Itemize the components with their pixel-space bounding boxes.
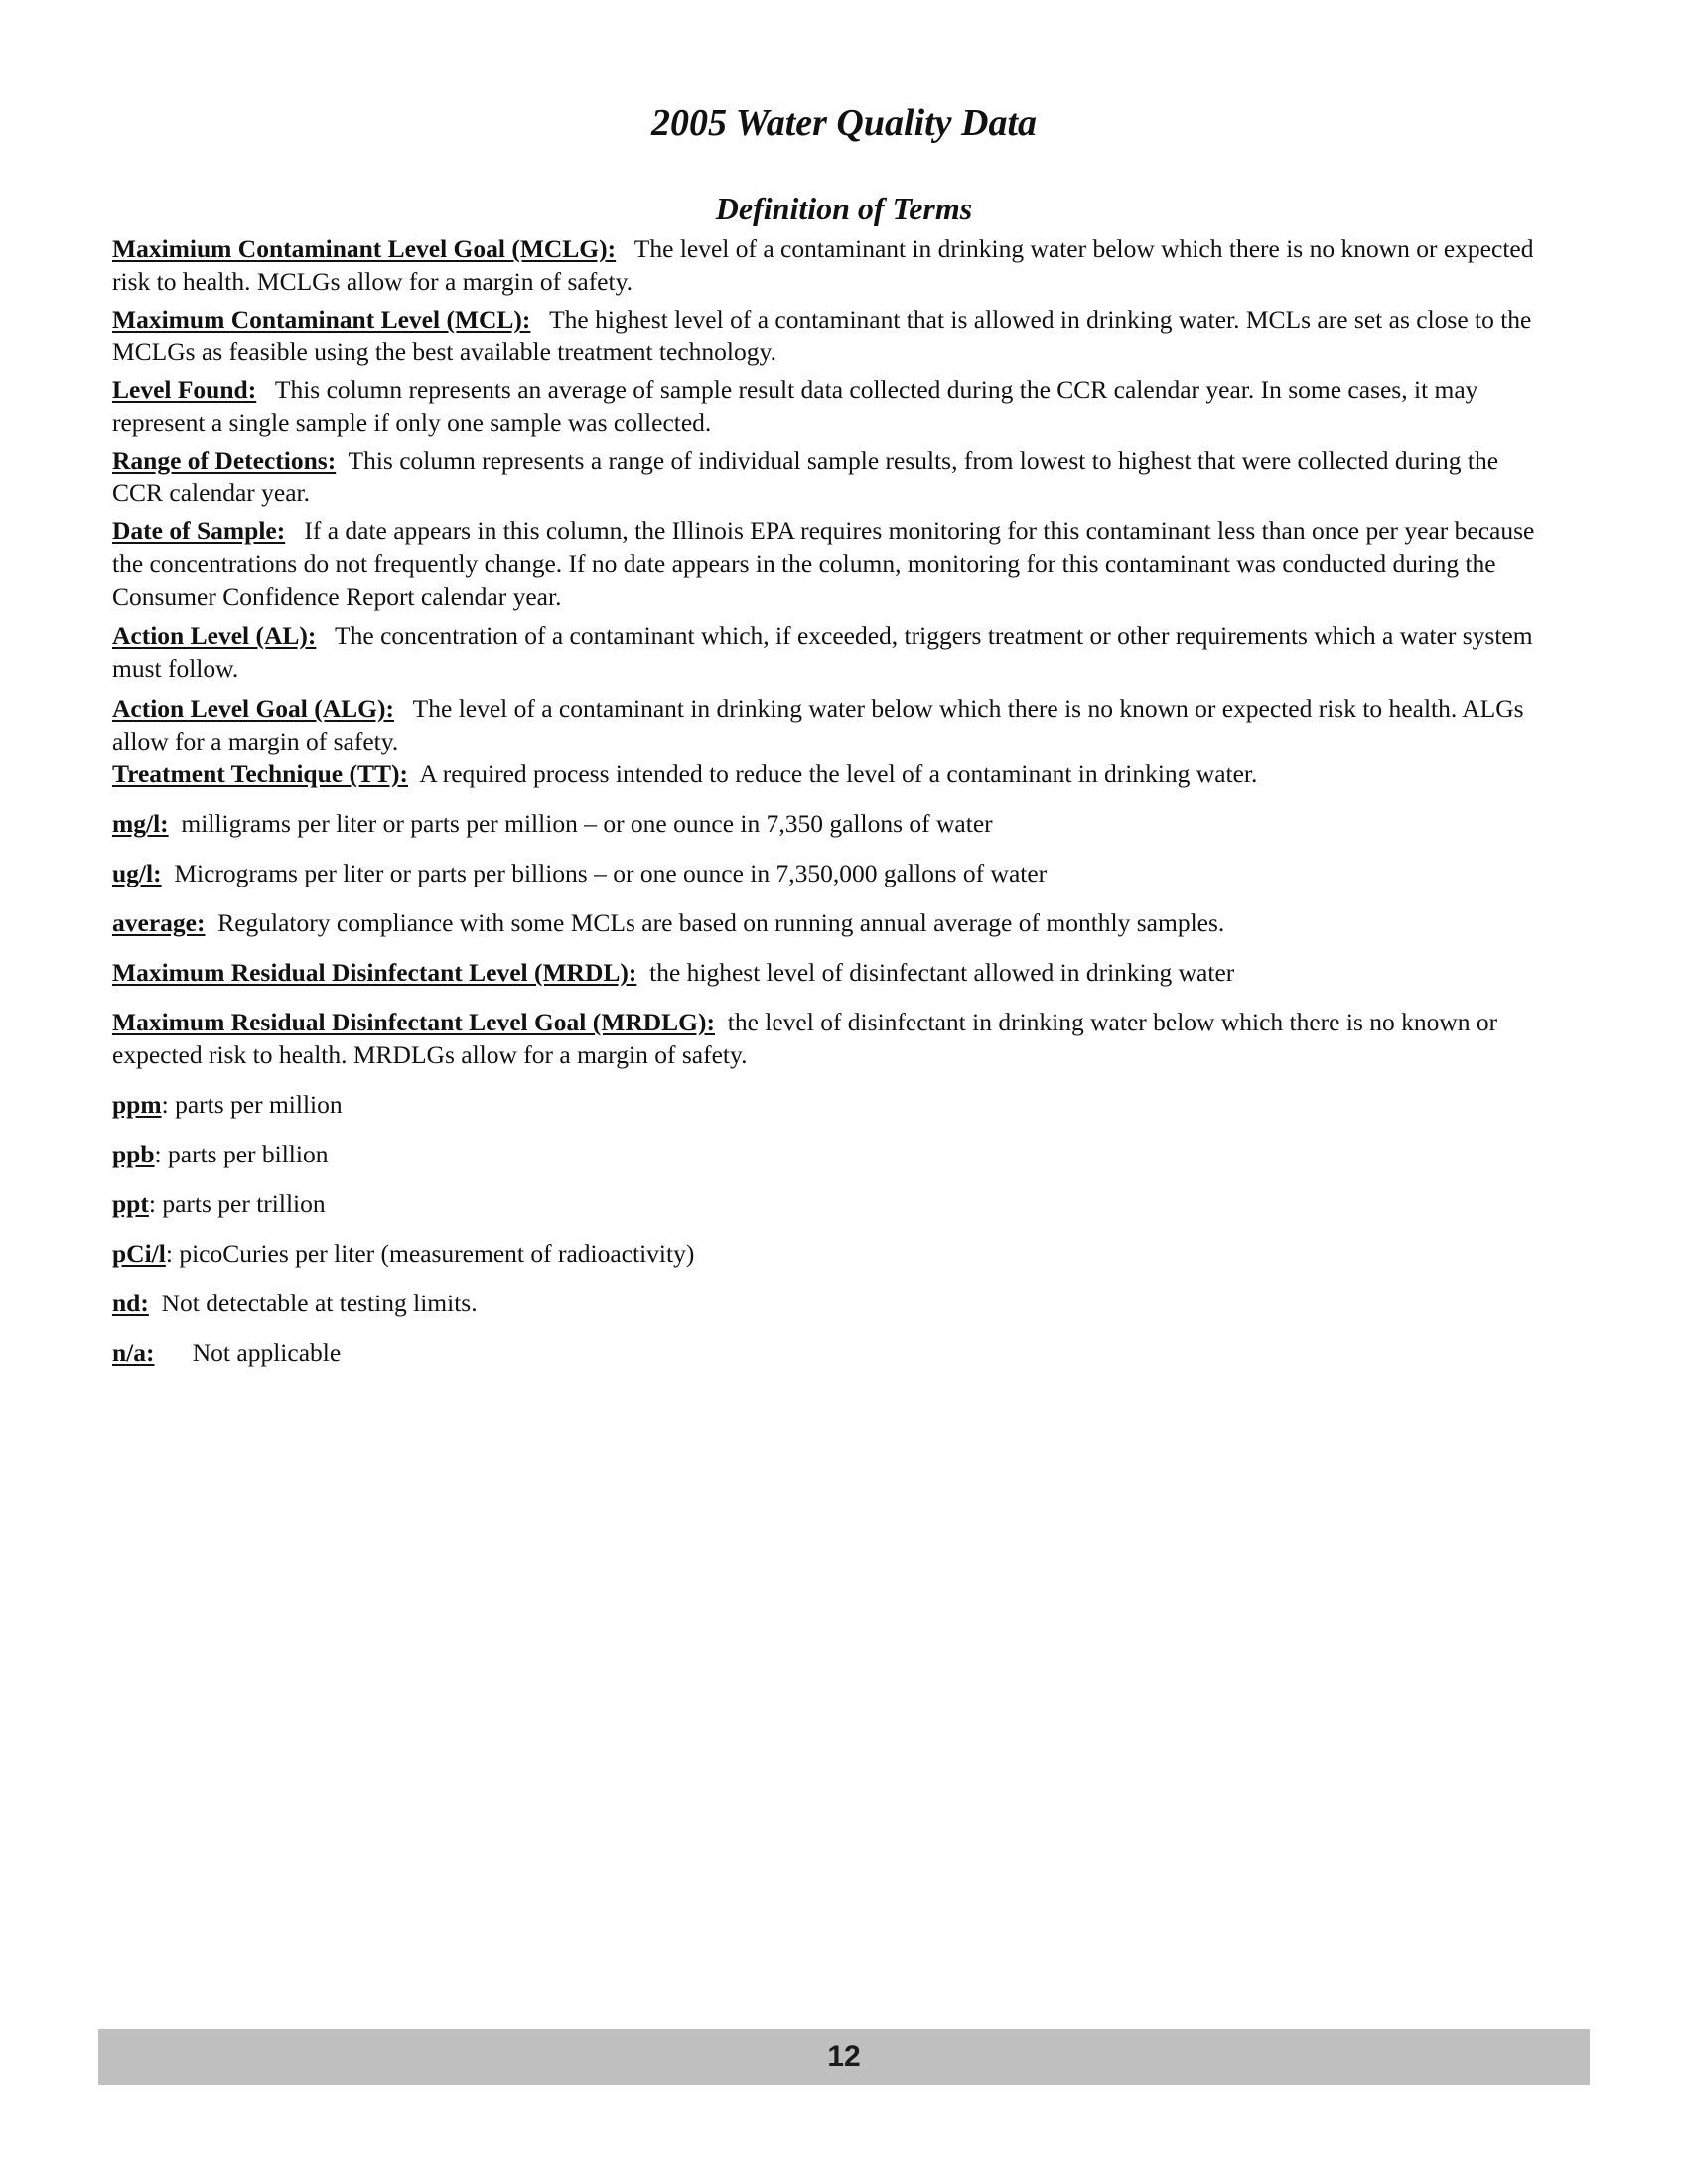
term-label: Maximum Residual Disinfectant Level (MRDL):: [112, 958, 637, 987]
term-label: pCi/l: [112, 1239, 166, 1268]
term-definition: Regulatory compliance with some MCLs are based on running annual average of monthly samples.: [217, 908, 1225, 937]
term-definition: If a date appears in this column, the Illinois EPA requires monitoring for this contaminant less than once per year because the concentrations do not frequently change. If no date appears in the column, monitoring for this contaminant was conducted during the Consumer Confidence Report calendar year.: [112, 516, 1535, 611]
term-ppb: [112, 1138, 1552, 1170]
term-label: ppm: [112, 1090, 162, 1119]
page-title: 2005 Water Quality Data: [650, 102, 1038, 144]
term-definition: This column represents a range of individual sample results, from lowest to highest that were collected during the CCR calendar year.: [112, 446, 1499, 507]
term-label: Maximium Contaminant Level Goal (MCLG):: [112, 234, 617, 263]
term-action-level-goal: [112, 692, 1552, 757]
term-mrdl: [112, 956, 1552, 989]
term-level-found: [112, 373, 1552, 439]
term-definition: Micrograms per liter or parts per billions – or one ounce in 7,350,000 gallons of water: [174, 859, 1048, 887]
term-na: [112, 1336, 1552, 1369]
term-label: Treatment Technique (TT):: [112, 759, 408, 788]
term-range-of-detections: [112, 444, 1552, 509]
page-number: 12: [827, 2040, 861, 2073]
term-definition: : picoCuries per liter (measurement of radioactivity): [165, 1239, 695, 1268]
term-label: Date of Sample:: [112, 516, 286, 545]
term-definition: The level of a contaminant in drinking water below which there is no known or expected risk to health. MCLGs allow for a margin of safety.: [112, 234, 1534, 296]
term-definition: the level of disinfectant in drinking water below which there is no known or expected risk to health. MRDLGs allow for a margin of safety.: [112, 1008, 1498, 1069]
term-mrdlg: [112, 1006, 1552, 1071]
term-definition: Not applicable: [192, 1338, 342, 1367]
term-label: ppt: [112, 1189, 149, 1218]
term-mg-l: [112, 807, 1552, 840]
term-average: [112, 906, 1552, 939]
term-definition: : parts per million: [161, 1090, 343, 1119]
term-label: ug/l:: [112, 859, 162, 887]
term-label: n/a:: [112, 1338, 155, 1367]
term-definition: : parts per trillion: [148, 1189, 326, 1218]
definitions-list: [112, 232, 1552, 1369]
term-definition: Not detectable at testing limits.: [161, 1289, 478, 1317]
term-definition: The highest level of a contaminant that is allowed in drinking water. MCLs are set as close to the MCLGs as feasible using the best available treatment technology.: [112, 305, 1532, 366]
term-definition: A required process intended to reduce the level of a contaminant in drinking water.: [419, 759, 1258, 788]
term-label: Maximum Contaminant Level (MCL):: [112, 305, 531, 334]
term-label: Range of Detections:: [112, 446, 337, 475]
term-label: ppb: [112, 1140, 155, 1168]
term-nd: [112, 1287, 1552, 1319]
term-label: Level Found:: [112, 375, 257, 404]
term-date-of-sample: [112, 514, 1552, 613]
term-label: Action Level Goal (ALG):: [112, 694, 394, 723]
term-definition: The concentration of a contaminant which, if exceeded, triggers treatment or other requirements which a water system must follow.: [112, 621, 1533, 683]
term-label: Maximum Residual Disinfectant Level Goal (MRDLG):: [112, 1008, 715, 1036]
term-label: Action Level (AL):: [112, 621, 317, 650]
term-treatment-technique: [112, 757, 1552, 790]
term-ug-l: [112, 857, 1552, 889]
term-definition: milligrams per liter or parts per million – or one ounce in 7,350 gallons of water: [181, 809, 993, 838]
term-label: average:: [112, 908, 206, 937]
term-definition: The level of a contaminant in drinking water below which there is no known or expected risk to health. ALGs allow for a margin of safety.: [112, 694, 1524, 755]
term-pci-l: [112, 1237, 1552, 1270]
term-label: mg/l:: [112, 809, 169, 838]
term-ppt: [112, 1187, 1552, 1220]
term-mclg: [112, 232, 1552, 298]
term-ppm: [112, 1088, 1552, 1121]
term-definition: This column represents an average of sample result data collected during the CCR calendar year. In some cases, it may represent a single sample if only one sample was collected.: [112, 375, 1478, 437]
term-action-level: [112, 619, 1552, 685]
term-mcl: [112, 303, 1552, 368]
term-label: nd:: [112, 1289, 149, 1317]
term-definition: the highest level of disinfectant allowed in drinking water: [649, 958, 1235, 987]
term-definition: : parts per billion: [154, 1140, 329, 1168]
footer-bar: [98, 2029, 1590, 2085]
section-title: Definition of Terms: [715, 191, 973, 226]
